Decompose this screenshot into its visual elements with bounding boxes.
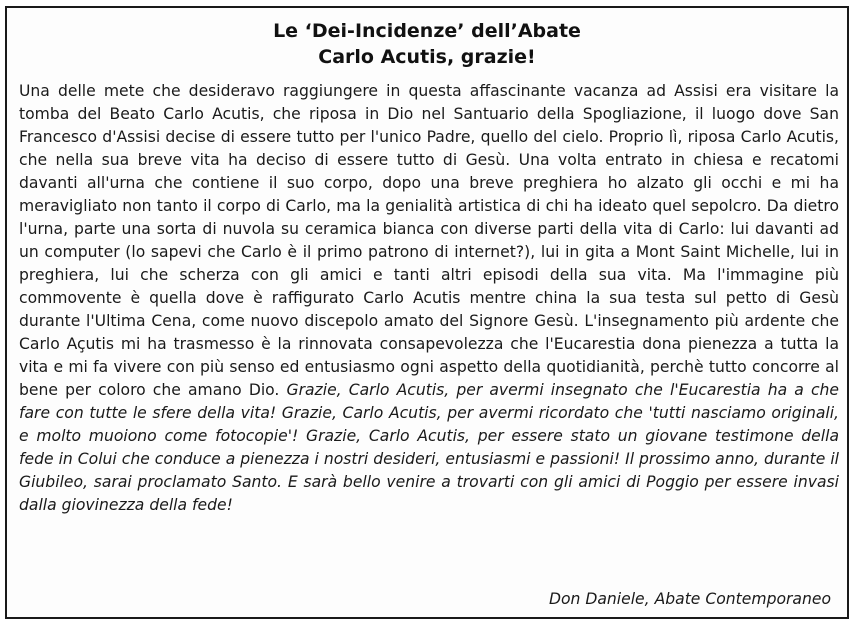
article-frame: [5, 6, 849, 619]
article-subtitle: Carlo Acutis, grazie!: [318, 46, 536, 68]
article-body-regular: Una delle mete che desideravo raggiungere in questa affascinante vacanza ad Assisi era visitare la tomba del Beato Carlo Acutis, che riposa in Dio nel Santuario della Spogliazione, il luogo dove San Francesco d'Assisi decise di essere tutto per l'unico Padre, quello del cielo. Proprio lì, riposa Carlo Acutis, che nella sua breve vita ha deciso di essere tutto di Gesù. Una volta entrato in chiesa e recatomi davanti all'urna che contiene il suo corpo, dopo una breve preghiera ho alzato gli occhi e mi ha meravigliato non tanto il corpo di Carlo, ma la genialità artistica di chi ha ideato quel sepolcro. Da dietro l'urna, parte una sorta di nuvola su ceramica bianca con diverse parti della vita di Carlo: lui davanti ad un computer (lo sapevi che Carlo è il primo patrono di internet?), lui in gita a Mont Saint Michelle, lui in preghiera, lui che scherza con gli amici e tanti altri episodi della sua vita. Ma l'immagine più commovente è quella dove è raffigurato Carlo Acutis mentre china la sua testa sul petto di Gesù durante l'Ultima Cena, come nuovo discepolo amato del Signore Gesù. L'insegnamento più ardente che Carlo Açutis mi ha trasmesso è la rinnovata consapevolezza che l'Eucarestia dona pienezza a tutta la vita e mi fa vivere con più senso ed entusiasmo ogni aspetto della quotidianità, perchè tutto concorre al bene per coloro che amano Dio.: [19, 82, 839, 399]
article-title: Le ‘Dei-Incidenze’ dell’Abate: [273, 20, 581, 42]
article-body-italic: Grazie, Carlo Acutis, per avermi insegnato che l'Eucarestia ha a che fare con tutte le sfere della vita! Grazie, Carlo Acutis, per avermi ricordato che 'tutti nasciamo originali, e molto muoiono come fotocopie'! Grazie, Carlo Acutis, per essere stato un giovane testimone della fede in Colui che conduce a pienezza i nostri desideri, entusiasmi e passioni! Il prossimo anno, durante il Giubileo, sarai proclamato Santo. E sarà bello venire a trovarti con gli amici di Poggio per essere invasi dalla giovinezza della fede!: [19, 381, 839, 514]
article-signature: Don Daniele, Abate Contemporaneo: [548, 590, 831, 608]
article-body: [19, 80, 839, 517]
